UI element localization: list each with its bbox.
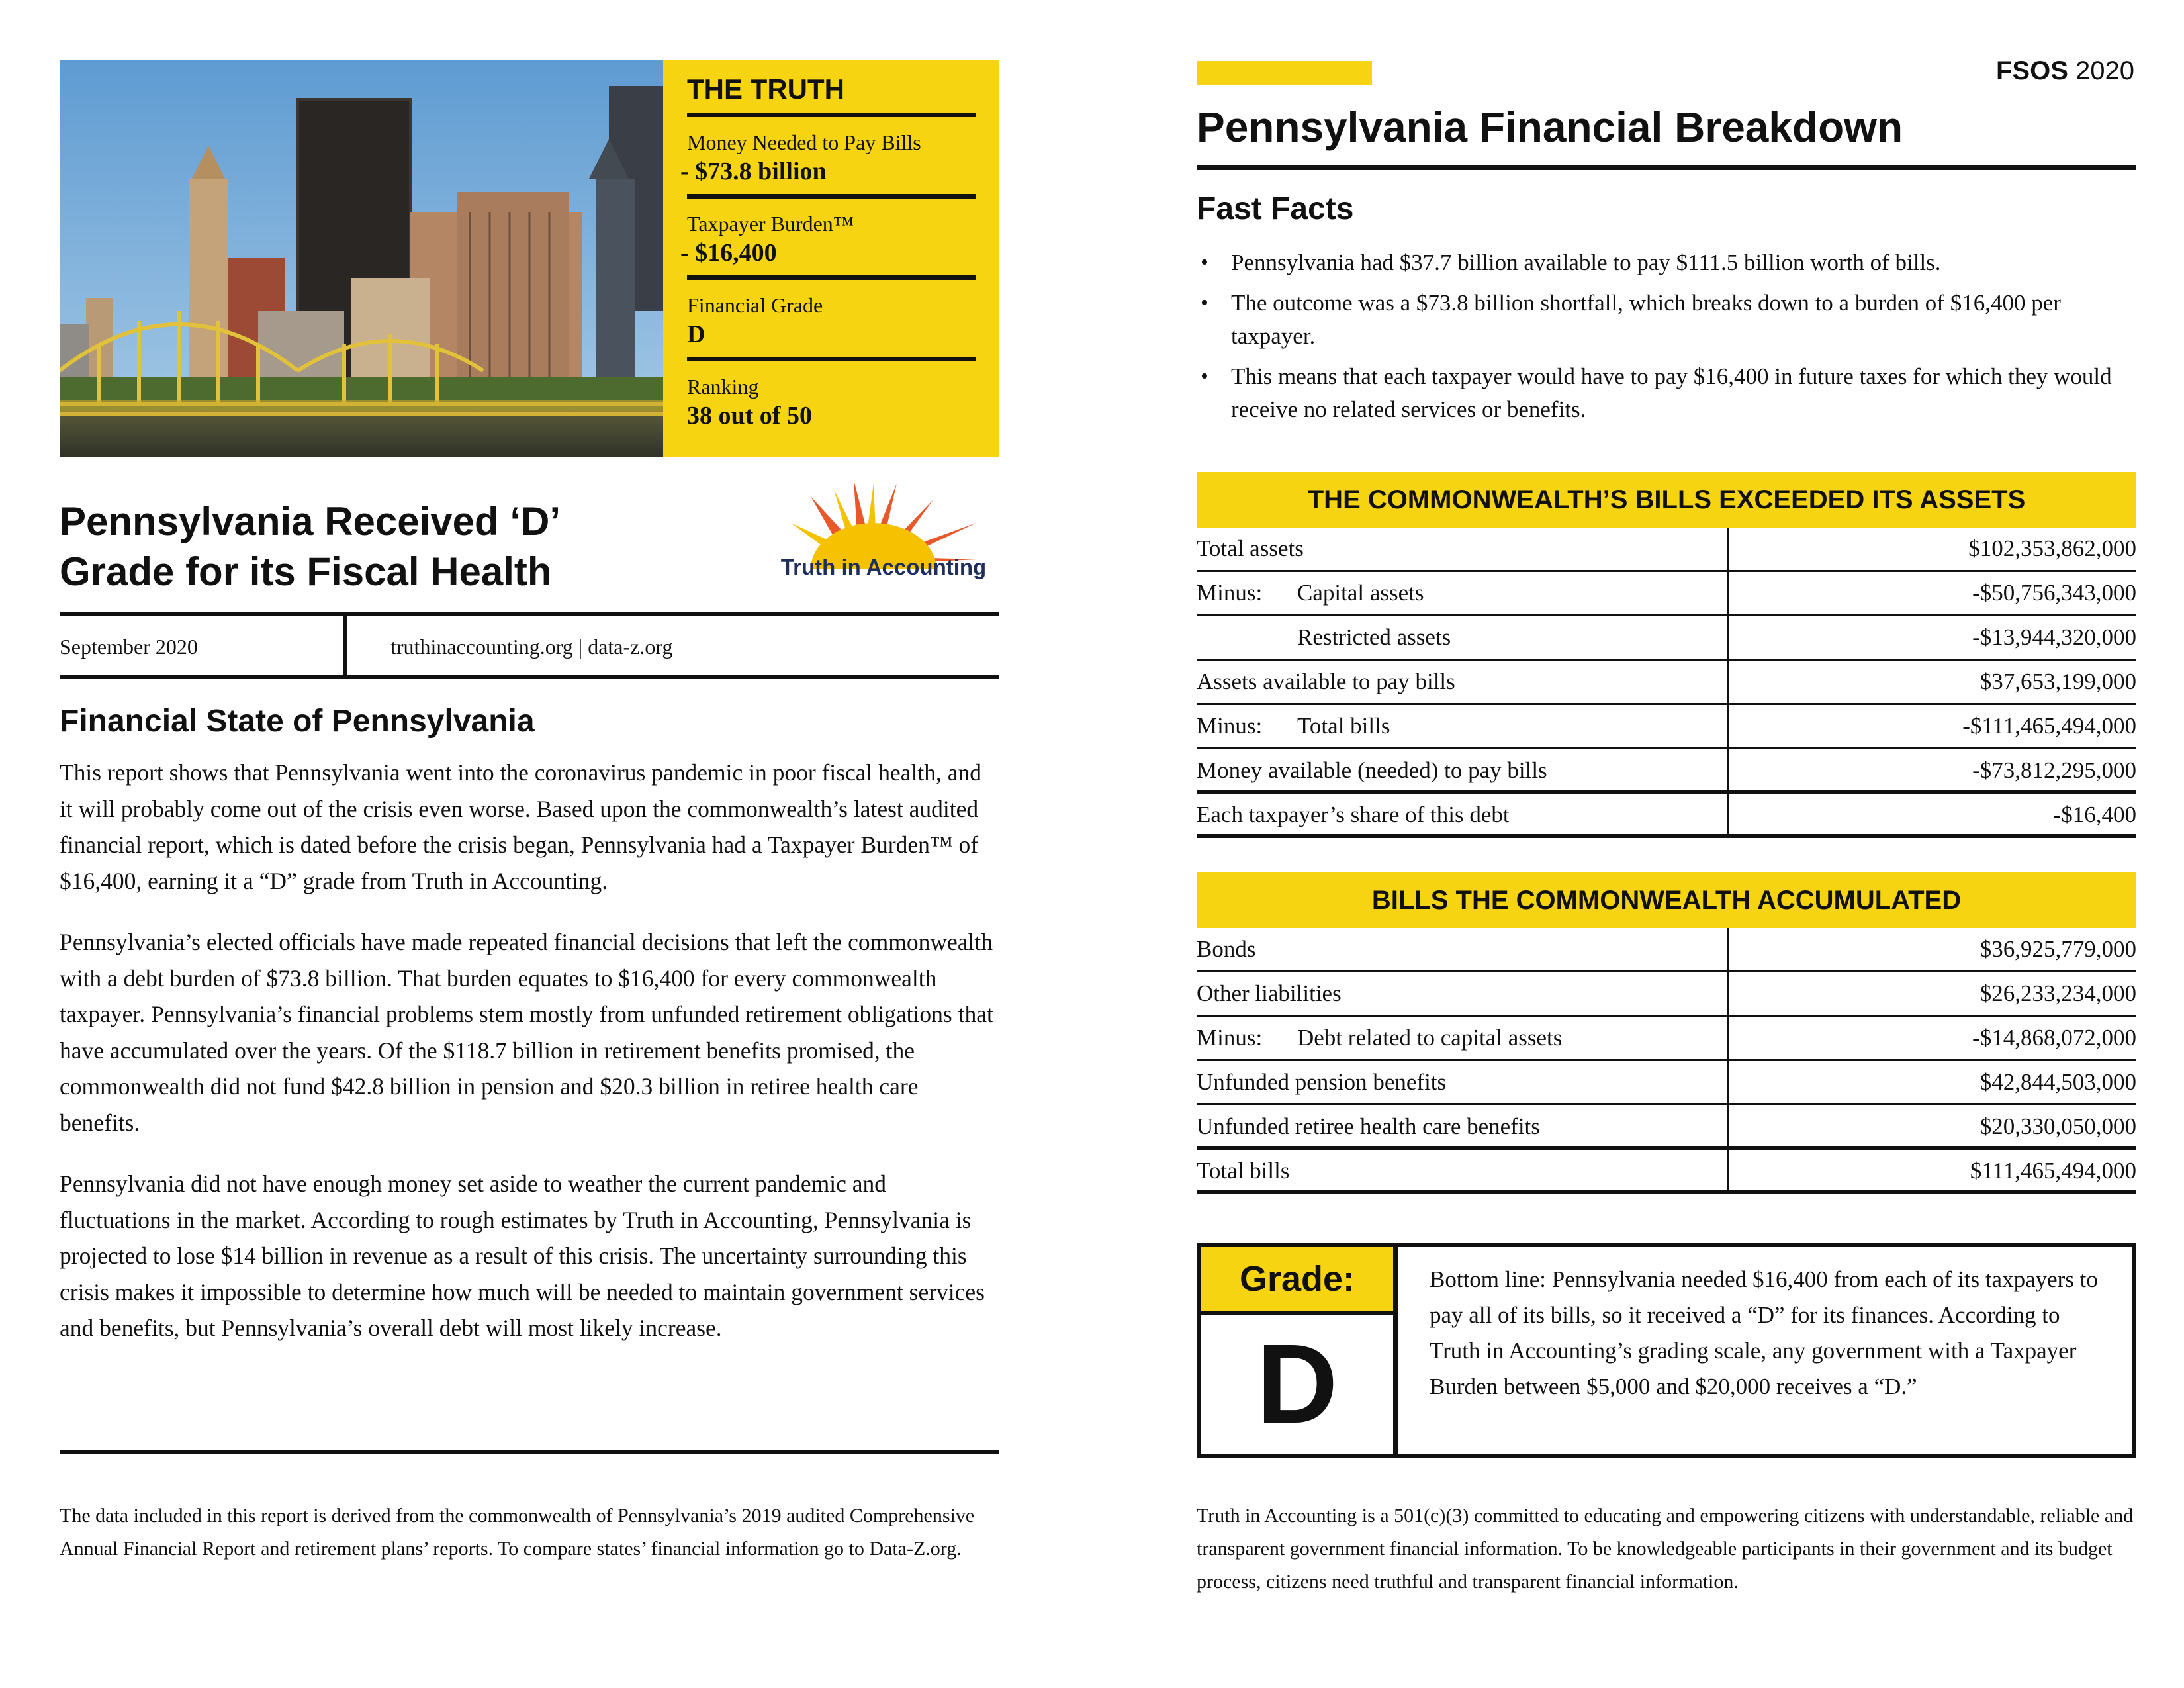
divider xyxy=(1727,661,1729,703)
list-item: • The outcome was a $73.8 billion shortfall, which breaks down to a burden of $16,400 per taxpayer. xyxy=(1231,287,2136,353)
bills-table-header: BILLS THE COMMONWEALTH ACCUMULATED xyxy=(1197,872,2136,928)
assets-table-header: THE COMMONWEALTH’S BILLS EXCEEDED ITS ASSETS xyxy=(1197,472,2136,528)
divider xyxy=(1727,616,1729,659)
table-row xyxy=(1197,928,2136,972)
divider xyxy=(1393,1247,1398,1454)
financial-state-body xyxy=(60,755,999,1372)
table-row xyxy=(1197,972,2136,1017)
row-label: Unfunded retiree health care benefits xyxy=(1197,1113,1540,1139)
headline-line2: Grade for its Fiscal Health xyxy=(60,549,552,594)
assets-table xyxy=(1197,528,2136,838)
truth-label-financial-grade: Financial Grade xyxy=(687,293,823,317)
publication-date: September 2020 xyxy=(60,635,198,659)
headline-line1: Pennsylvania Received ‘D’ xyxy=(60,499,561,543)
row-value: $102,353,862,000 xyxy=(1968,536,2136,561)
row-label: Total bills xyxy=(1197,1158,1290,1184)
divider xyxy=(1727,749,1729,790)
truth-summary-box xyxy=(663,60,999,457)
logo-text: Truth in Accounting xyxy=(780,555,987,579)
divider xyxy=(687,357,976,361)
city-skyline-photo xyxy=(60,60,663,457)
divider xyxy=(343,616,347,675)
table-row xyxy=(1197,705,2136,749)
organization-footnote: Truth in Accounting is a 501(c)(3) committed to educating and empowering citizens with understandable, reliable and transparent government financial information. To be knowledgeable participants in their government and its budget process, citizens need truthful and transparent financial information. xyxy=(1197,1505,2134,1593)
row-label: Minus: xyxy=(1197,713,1263,739)
row-value: -$14,868,072,000 xyxy=(1972,1025,2136,1051)
row-value: $42,844,503,000 xyxy=(1979,1069,2136,1095)
truth-label-ranking: Ranking xyxy=(687,375,759,399)
body-paragraph: Pennsylvania did not have enough money set aside to weather the current pandemic and fluctuations in the market. According to rough estimates by Truth in Accounting, Pennsylvania is projected to lose $14 billion in revenue as a result of this crisis. The uncertainty surrounding this crisis makes it impossible to determine how much will be needed to maintain government services and benefits, but Pennsylvania’s overall debt will most likely increase. xyxy=(60,1170,985,1341)
table-row xyxy=(1197,1017,2136,1061)
row-sublabel: Capital assets xyxy=(1297,580,1424,606)
row-label: Total assets xyxy=(1197,536,1304,561)
row-value: $20,330,050,000 xyxy=(1979,1113,2136,1139)
divider xyxy=(1727,972,1729,1015)
truth-title: THE TRUTH xyxy=(687,73,844,105)
body-paragraph: This report shows that Pennsylvania went into the coronavirus pandemic in poor fiscal health, and it will probably come out of the crisis even worse. Based upon the commonwealth’s latest audited financial report, which is dated before the crisis began, Pennsylvania had a Taxpayer Burden™ of $16,400, earning it a “D” grade from Truth in Accounting. xyxy=(60,759,982,894)
row-value: $111,465,494,000 xyxy=(1970,1158,2136,1184)
divider xyxy=(1727,572,1729,614)
body-paragraph: Pennsylvania’s elected officials have made repeated financial decisions that left the commonwealth with a debt burden of $73.8 billion. That burden equates to $16,400 for every commonwealth taxpayer. Pennsylvania’s financial problems stem mostly from unfunded retirement obligations that have accumulated over the years. Of the $118.7 billion in retirement benefits promised, the commonwealth did not fund $42.8 billion in pension and $20.3 billion in retiree health care benefits. xyxy=(60,929,993,1136)
row-label: Other liabilities xyxy=(1197,980,1342,1006)
city-skyline-bridge-photo xyxy=(60,60,663,457)
breakdown-title: Pennsylvania Financial Breakdown xyxy=(1197,103,1903,151)
divider xyxy=(1727,1061,1729,1103)
grade-label: Grade: xyxy=(1201,1247,1393,1315)
table-row xyxy=(1197,749,2136,794)
fsos-label: FSOS xyxy=(1995,56,2068,85)
row-value: -$13,944,320,000 xyxy=(1972,624,2136,650)
table-row xyxy=(1197,572,2136,616)
divider xyxy=(687,275,976,280)
truth-label-taxpayer-burden: Taxpayer Burden™ xyxy=(687,212,854,236)
list-item: • This means that each taxpayer would have to pay $16,400 in future taxes for which they would receive no related services or benefits. xyxy=(1231,360,2136,426)
divider xyxy=(1727,794,1729,834)
grade-explanation: Bottom line: Pennsylvania needed $16,400 from each of its taxpayers to pay all of its bills, so it received a “D” for its finances. According to Truth in Accounting’s grading scale, any government with a Taxpayer Burden between $5,000 and $20,000 receives a “D.” xyxy=(1430,1266,2098,1399)
divider xyxy=(1727,1150,1729,1190)
row-value: -$111,465,494,000 xyxy=(1962,713,2136,739)
truth-value-ranking: 38 out of 50 xyxy=(687,402,812,430)
divider xyxy=(1727,528,1729,570)
row-label: Assets available to pay bills xyxy=(1197,669,1455,694)
divider xyxy=(1727,705,1729,747)
fast-facts-title: Fast Facts xyxy=(1197,191,1354,226)
divider xyxy=(1727,1017,1729,1059)
row-label: Unfunded pension benefits xyxy=(1197,1069,1447,1095)
truth-in-accounting-logo xyxy=(771,477,996,596)
row-label: Each taxpayer’s share of this debt xyxy=(1197,802,1510,827)
table-row xyxy=(1197,1105,2136,1150)
divider xyxy=(1197,165,2136,170)
row-value: -$73,812,295,000 xyxy=(1972,757,2136,783)
row-label: Bonds xyxy=(1197,936,1256,962)
list-item: • Pennsylvania had $37.7 billion available to pay $111.5 billion worth of bills. xyxy=(1231,246,2136,279)
row-sublabel: Restricted assets xyxy=(1297,624,1451,650)
truth-value-taxpayer-burden: - $16,400 xyxy=(680,239,777,267)
table-row xyxy=(1197,661,2136,705)
row-value: $36,925,779,000 xyxy=(1979,936,2136,962)
report-series-label xyxy=(1996,56,2134,86)
row-sublabel: Debt related to capital assets xyxy=(1297,1025,1563,1051)
divider xyxy=(687,113,976,117)
truth-value-money-needed: - $73.8 billion xyxy=(680,158,827,185)
row-label: Minus: xyxy=(1197,580,1263,606)
table-row xyxy=(1197,616,2136,661)
divider xyxy=(1727,1105,1729,1146)
fast-facts-list xyxy=(1197,246,2136,434)
table-row xyxy=(1197,528,2136,572)
website-links[interactable]: truthinaccounting.org | data-z.org xyxy=(390,635,673,659)
row-value: $26,233,234,000 xyxy=(1979,980,2136,1006)
row-value: -$50,756,343,000 xyxy=(1972,580,2136,606)
divider xyxy=(60,1450,999,1454)
table-row xyxy=(1197,794,2136,838)
truth-label-money-needed: Money Needed to Pay Bills xyxy=(687,130,921,154)
row-value: -$16,400 xyxy=(2053,802,2136,827)
truth-value-financial-grade: D xyxy=(687,320,705,348)
row-label: Money available (needed) to pay bills xyxy=(1197,757,1547,783)
row-label: Minus: xyxy=(1197,1025,1263,1051)
report-headline xyxy=(60,496,655,597)
row-value: $37,653,199,000 xyxy=(1979,669,2136,694)
divider xyxy=(687,194,976,199)
divider xyxy=(1727,928,1729,970)
data-source-footnote: The data included in this report is derived from the commonwealth of Pennsylvania’s 2019 audited Comprehensive Annual Financial Report and retirement plans’ reports. To compare states’ financial information go to Data-Z.org. xyxy=(60,1505,975,1560)
grade-box xyxy=(1197,1243,2136,1458)
grade-letter: D xyxy=(1256,1321,1338,1447)
table-row xyxy=(1197,1150,2136,1194)
bills-table xyxy=(1197,928,2136,1194)
meta-bar xyxy=(60,612,999,679)
financial-state-title: Financial State of Pennsylvania xyxy=(60,704,535,739)
row-sublabel: Total bills xyxy=(1297,713,1390,739)
report-year: 2020 xyxy=(2075,56,2134,85)
yellow-accent-bar xyxy=(1197,61,1372,85)
table-row xyxy=(1197,1061,2136,1105)
